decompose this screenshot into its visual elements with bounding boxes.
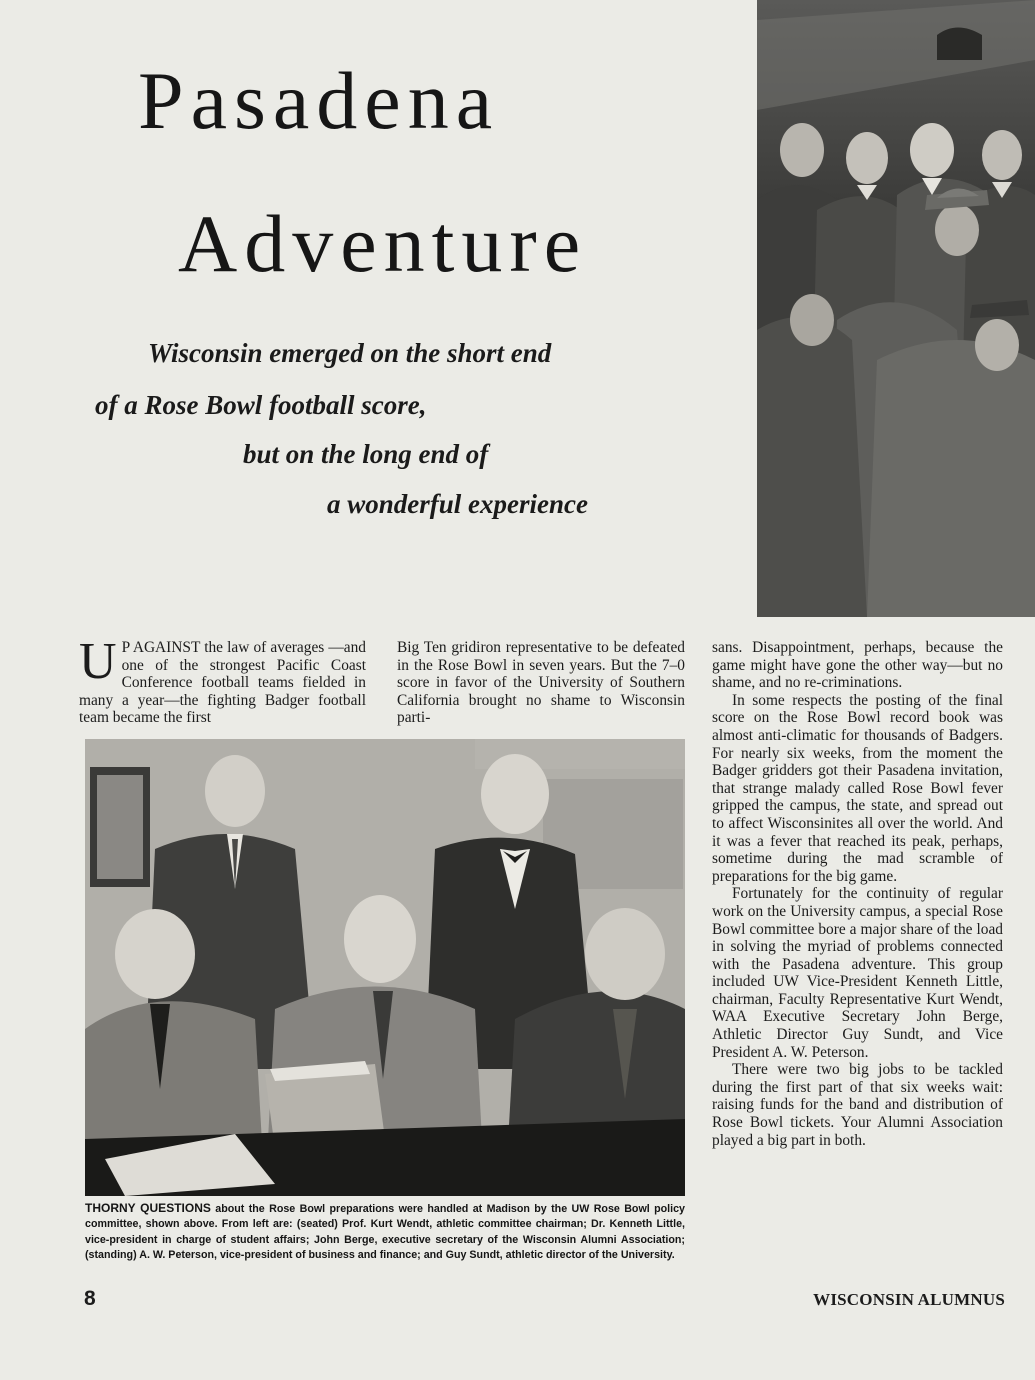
team-photo-illustration bbox=[757, 0, 1035, 617]
committee-photo-illustration bbox=[85, 739, 685, 1196]
subhead-line-1: Wisconsin emerged on the short end bbox=[148, 338, 552, 368]
article-column-3 bbox=[712, 639, 1003, 1149]
magazine-masthead: WISCONSIN ALUMNUS bbox=[813, 1290, 1005, 1309]
article-paragraph: There were two big jobs to be tackled during the first part of that six weeks wait: raising funds for the band and distribution of Rose Bowl tickets. Your Alumni Association played a big part in both. bbox=[712, 1061, 1003, 1149]
subhead-line-3: but on the long end of bbox=[243, 439, 489, 469]
article-paragraph: Fortunately for the continuity of regular work on the University campus, a special Rose Bowl committee bore a major share of the load in solving the myriad of problems connected with the Pasadena adventure. This group included UW Vice-President Kenneth Little, chairman, Faculty Representative Kurt Wendt, WAA Executive Secretary John Berge, Athletic Director Guy Sundt, and Vice President A. W. Peterson. bbox=[712, 885, 1003, 1061]
caption-lead: THORNY QUESTIONS bbox=[85, 1201, 211, 1215]
headline-adventure: Adventure bbox=[178, 198, 588, 289]
subhead-line-2: of a Rose Bowl football score, bbox=[95, 390, 427, 420]
article-column-2 bbox=[397, 639, 685, 727]
caption-text: about the Rose Bowl preparations were handled at Madison by the UW Rose Bowl policy committee, shown above. From left are: (seated) Prof. Kurt Wendt, athletic committee chairman; Dr. Kenneth Little, vice-president in charge of student affairs; John Berge, executive secretary of the Wisconsin Alumni Association; (standing) A. W. Peterson, vice-president of business and finance; and Guy Sundt, athletic director of the University. bbox=[85, 1203, 685, 1262]
page-number: 8 bbox=[84, 1287, 96, 1310]
article-paragraph: sans. Disappointment, perhaps, because the game might have gone the other way—but no shame, and no re-criminations. bbox=[712, 639, 1003, 692]
photo-caption bbox=[85, 1201, 685, 1264]
article-paragraph: In some respects the posting of the final score on the Rose Bowl record book was almost anti-climatic for thousands of Badgers. For nearly six weeks, from the moment the Badger gridders got their Pasadena invitation, that strange malady called Rose Bowl fever gripped the campus, the state, and spread out to affect Wisconsinites all over the world. And it was a fever that reached its peak, perhaps, sometime during the mad scramble of preparations for the big game. bbox=[712, 691, 1003, 885]
article-paragraph: Big Ten gridiron representative to be defeated in the Rose Bowl in seven years. But the 7–0 score in favor of the University of Southern California brought no shame to Wisconsin parti- bbox=[397, 639, 685, 727]
article-column-1 bbox=[79, 633, 366, 727]
drop-cap: U bbox=[79, 633, 117, 690]
headline-pasadena: Pasadena bbox=[138, 55, 500, 146]
article-paragraph: P AGAINST the law of averages —and one of the strongest Pacific Coast Conference football teams fielded in many a year—the fighting Badger football team became the first bbox=[79, 639, 366, 727]
committee-photo bbox=[85, 739, 685, 1196]
team-photo bbox=[757, 0, 1035, 617]
subhead-line-4: a wonderful experience bbox=[327, 489, 588, 519]
